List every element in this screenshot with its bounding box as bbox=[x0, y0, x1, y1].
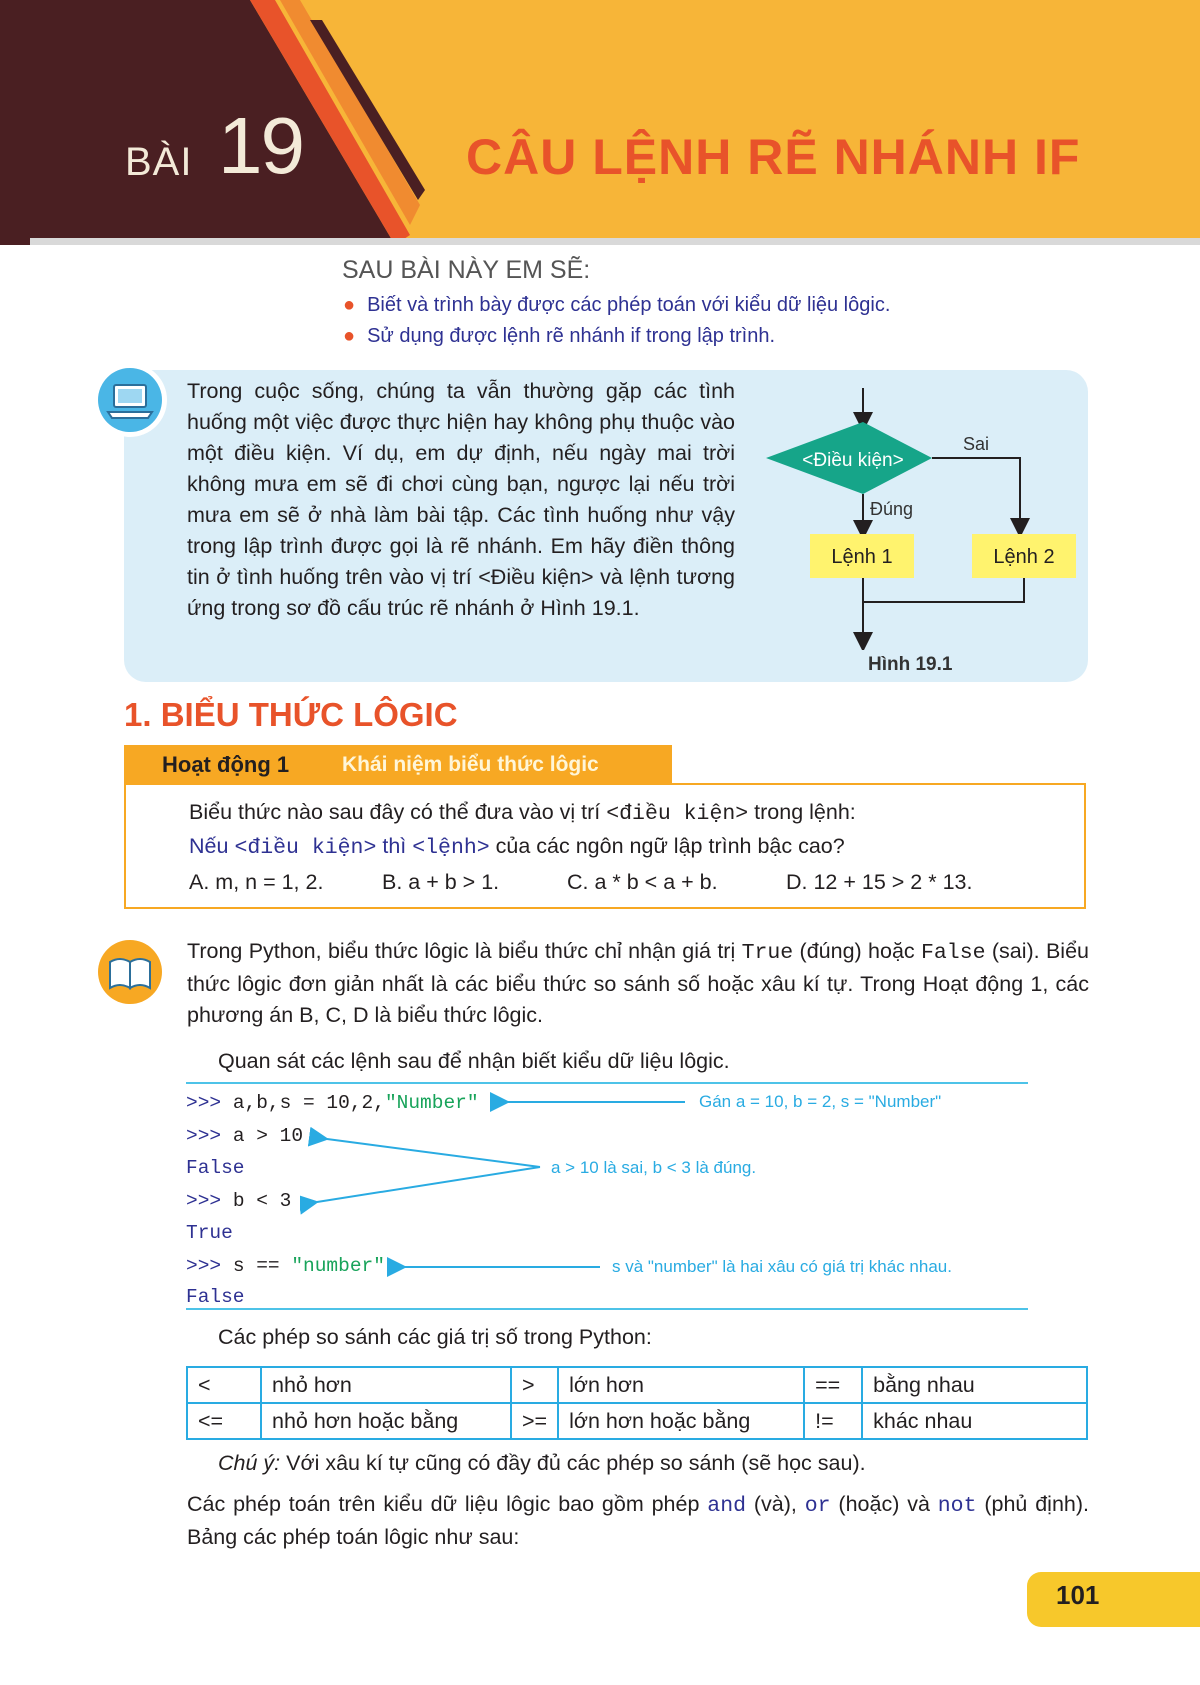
true-label: Đúng bbox=[870, 499, 914, 519]
activity-label: Hoạt động 1 bbox=[162, 752, 290, 777]
code-rule-bottom bbox=[186, 1308, 1028, 1310]
code-annotation-arrows bbox=[300, 1085, 1020, 1285]
command2-label: Lệnh 2 bbox=[993, 546, 1055, 568]
logic-ops-paragraph: Các phép toán trên kiểu dữ liệu lôgic bao gồm phép and (và), or (hoặc) và not (phủ định). Bảng các phép toán lôgic như sau: bbox=[187, 1492, 1090, 1549]
computer-icon bbox=[92, 362, 168, 438]
goal-item: ● Sử dụng được lệnh rẽ nhánh if trong lập trình. bbox=[343, 325, 776, 347]
header-banner bbox=[0, 0, 1200, 245]
code-line: >>> a > 10 bbox=[186, 1125, 304, 1147]
goals-heading: SAU BÀI NÀY EM SẼ: bbox=[342, 256, 591, 284]
code-rule-top bbox=[186, 1082, 1028, 1084]
comparison-table bbox=[186, 1366, 1088, 1440]
page-number: 101 bbox=[1056, 1580, 1100, 1610]
code-note-assign: Gán a = 10, b = 2, s = "Number" bbox=[699, 1092, 942, 1111]
command1-label: Lệnh 1 bbox=[831, 546, 893, 568]
lesson-title: CÂU LỆNH RẼ NHÁNH IF bbox=[466, 129, 1081, 185]
python-paragraph: Trong Python, biểu thức lôgic là biểu thức chỉ nhận giá trị True (đúng) hoặc False (sai). Biểu thức lôgic đơn giản nhất là các biểu thức so sánh số hoặc xâu kí tự. Trong Hoạt động 1, các phương án B, C, D là biểu thức lôgic. bbox=[187, 939, 1089, 1027]
option-a: A. m, n = 1, 2. bbox=[189, 870, 324, 894]
observe-text: Quan sát các lệnh sau để nhận biết kiểu dữ liệu lôgic. bbox=[218, 1049, 730, 1073]
code-output: False bbox=[186, 1157, 245, 1179]
goal-item: ● Biết và trình bày được các phép toán với kiểu dữ liệu lôgic. bbox=[343, 294, 891, 316]
activity-question: Biểu thức nào sau đây có thể đưa vào vị trí <điều kiện> trong lệnh: bbox=[189, 800, 856, 826]
activity-subtitle: Khái niệm biểu thức lôgic bbox=[342, 753, 599, 776]
note-text: Chú ý: Với xâu kí tự cũng có đầy đủ các phép so sánh (sẽ học sau). bbox=[218, 1451, 866, 1475]
bullet-icon: ● bbox=[343, 325, 356, 347]
lesson-number: 19 bbox=[218, 101, 303, 190]
bullet-icon: ● bbox=[343, 294, 356, 316]
figure-caption: Hình 19.1 bbox=[868, 654, 953, 675]
code-output: True bbox=[186, 1222, 233, 1244]
code-output: False bbox=[186, 1286, 245, 1308]
table-row: <= nhỏ hơn hoặc bằng >= lớn hơn hoặc bằng != khác nhau bbox=[187, 1403, 1087, 1439]
code-line: >>> a,b,s = 10,2,"Number" bbox=[186, 1092, 479, 1114]
lesson-label: BÀI bbox=[125, 140, 193, 184]
option-b: B. a + b > 1. bbox=[382, 870, 500, 894]
false-label: Sai bbox=[963, 434, 990, 454]
answer-options bbox=[189, 870, 1069, 900]
comparison-intro: Các phép so sánh các giá trị số trong Python: bbox=[218, 1325, 652, 1349]
book-icon bbox=[92, 934, 168, 1010]
page-number-tab bbox=[1027, 1572, 1200, 1627]
activity-question-line2: Nếu <điều kiện> thì <lệnh> của các ngôn ngữ lập trình bậc cao? bbox=[189, 834, 845, 860]
option-c: C. a * b < a + b. bbox=[567, 870, 718, 894]
section-title: 1. BIỂU THỨC LÔGIC bbox=[124, 696, 458, 733]
code-note-strings: s và "number" là hai xâu có giá trị khác nhau. bbox=[612, 1257, 952, 1276]
code-line: >>> b < 3 bbox=[186, 1190, 292, 1212]
table-row: < nhỏ hơn > lớn hơn == bằng nhau bbox=[187, 1367, 1087, 1403]
code-line: >>> s == "number" bbox=[186, 1255, 385, 1277]
intro-text: Trong cuộc sống, chúng ta vẫn thường gặp các tình huống một việc được thực hiện hay không phụ thuộc vào một điều kiện. Ví dụ, em dự định, nếu ngày mai trời không mưa em sẽ đi chơi cùng bạn, ngược lại nếu trời mưa em sẽ ở nhà làm bài tập. Các tình huống như vậy trong lập trình được gọi là rẽ nhánh. Em hãy điền thông tin ở tình huống trên vào vị trí <Điều kiện> và lệnh tương ứng trong sơ đồ cấu trúc rẽ nhánh ở Hình 19.1. bbox=[187, 379, 735, 620]
code-note-compare: a > 10 là sai, b < 3 là đúng. bbox=[551, 1158, 757, 1177]
option-d: D. 12 + 15 > 2 * 13. bbox=[786, 870, 973, 894]
condition-label: <Điều kiện> bbox=[802, 450, 904, 471]
branch-flowchart bbox=[760, 380, 1080, 650]
